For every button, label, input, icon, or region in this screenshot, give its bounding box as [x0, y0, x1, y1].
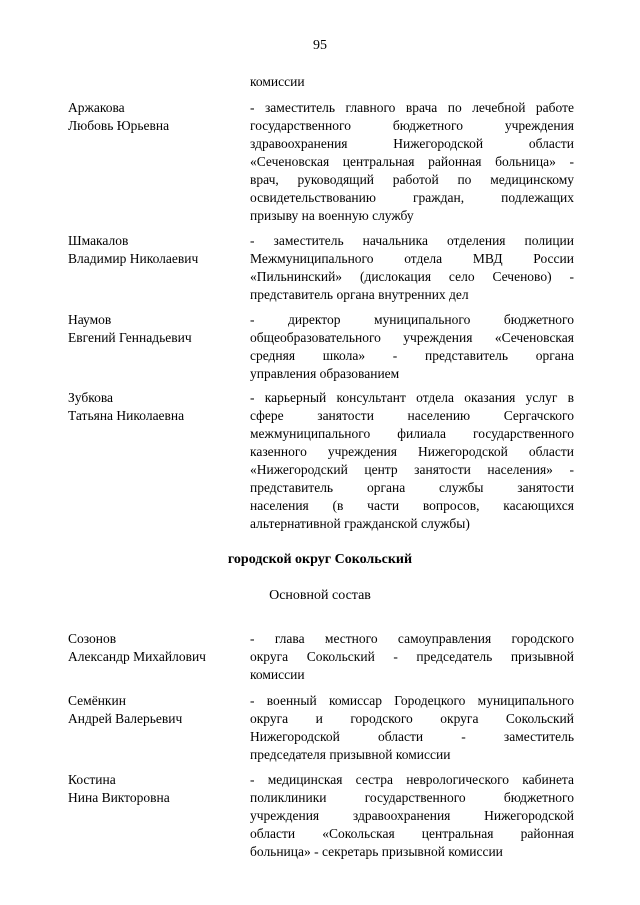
member-role — [250, 99, 574, 225]
member-role — [250, 232, 574, 304]
role-line: - военный комиссар Городецкого муниципального — [250, 693, 574, 708]
member-name — [68, 232, 243, 268]
member-surname: Зубкова — [68, 390, 114, 405]
member-name — [68, 389, 243, 425]
role-line: Межмуниципального отдела МВД России — [250, 251, 574, 266]
section-heading: городской округ Сокольский — [227, 552, 413, 567]
role-line: - директор муниципального бюджетного — [250, 312, 574, 327]
role-line: председателя призывной комиссии — [250, 747, 451, 762]
role-line: округа Сокольский - председатель призывной — [250, 649, 574, 664]
member-given-name: Андрей Валерьевич — [68, 711, 183, 726]
member-surname: Созонов — [68, 631, 117, 646]
continuation-text: комиссии — [250, 74, 305, 89]
role-line: призыву на военную службу — [250, 208, 414, 223]
role-line: средняя школа» - представитель органа — [250, 348, 574, 363]
member-name — [68, 99, 243, 135]
member-name — [68, 692, 243, 728]
role-line: больница» - секретарь призывной комиссии — [250, 844, 503, 859]
member-role — [250, 311, 574, 383]
subheading: Основной состав — [269, 588, 371, 603]
role-line: врач, руководящий работой по медицинскому — [250, 172, 574, 187]
member-surname: Наумов — [68, 312, 112, 327]
role-line: комиссии — [250, 667, 305, 682]
member-role — [250, 692, 574, 764]
role-line: - глава местного самоуправления городского — [250, 631, 574, 646]
role-line: области «Сокольская центральная районная — [250, 826, 574, 841]
member-given-name: Александр Михайлович — [68, 649, 206, 664]
role-line: представитель органа службы занятости — [250, 480, 574, 495]
role-line: учреждения здравоохранения Нижегородской — [250, 808, 574, 823]
member-role — [250, 771, 574, 861]
role-line: «Пильнинский» (дислокация село Сеченово) - — [250, 269, 574, 284]
role-line: «Сеченовская центральная районная больница» - — [250, 154, 574, 169]
member-surname: Аржакова — [68, 100, 125, 115]
role-line: казенного учреждения Нижегородской области — [250, 444, 574, 459]
role-line: межмуниципального филиала государственного — [250, 426, 574, 441]
role-line: - заместитель главного врача по лечебной работе — [250, 100, 574, 115]
member-given-name: Любовь Юрьевна — [68, 118, 170, 133]
member-name — [68, 771, 243, 807]
role-line: - медицинская сестра неврологического кабинета — [250, 772, 574, 787]
role-line: освидетельствованию граждан, подлежащих — [250, 190, 574, 205]
page-number: 95 — [313, 38, 327, 53]
member-surname: Шмакалов — [68, 233, 129, 248]
member-name — [68, 630, 243, 666]
role-line: - заместитель начальника отделения полиции — [250, 233, 574, 248]
role-line: здравоохранения Нижегородской области — [250, 136, 574, 151]
member-name — [68, 311, 243, 347]
role-line: «Нижегородский центр занятости населения» - — [250, 462, 574, 477]
role-line: Нижегородской области - заместитель — [250, 729, 574, 744]
member-given-name: Владимир Николаевич — [68, 251, 199, 266]
role-line: поликлиники государственного бюджетного — [250, 790, 574, 805]
member-role — [250, 389, 574, 533]
member-surname: Костина — [68, 772, 116, 787]
member-given-name: Нина Викторовна — [68, 790, 170, 805]
member-role — [250, 630, 574, 684]
role-line: округа и городского округа Сокольский — [250, 711, 574, 726]
role-line: сфере занятости населению Сергачского — [250, 408, 574, 423]
role-line: альтернативной гражданской службы) — [250, 516, 470, 531]
member-given-name: Татьяна Николаевна — [68, 408, 185, 423]
role-line: - карьерный консультант отдела оказания услуг в — [250, 390, 574, 405]
role-line: государственного бюджетного учреждения — [250, 118, 574, 133]
role-line: представитель органа внутренних дел — [250, 287, 469, 302]
member-surname: Семёнкин — [68, 693, 126, 708]
role-line: населения (в части вопросов, касающихся — [250, 498, 574, 513]
role-line: управления образованием — [250, 366, 400, 381]
role-line: общеобразовательного учреждения «Сеченовская — [250, 330, 574, 345]
member-given-name: Евгений Геннадьевич — [68, 330, 192, 345]
